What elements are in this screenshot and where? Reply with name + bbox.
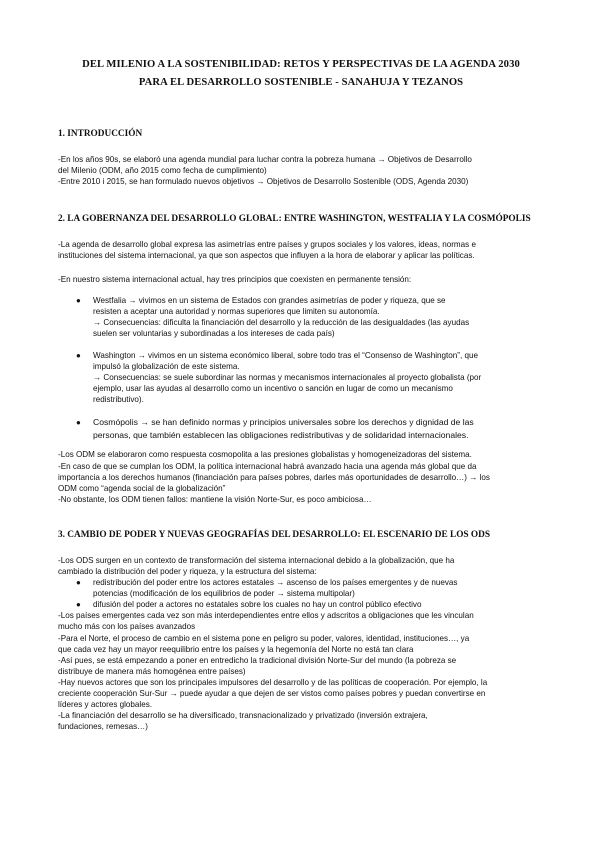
bullet-icon: ●: [76, 600, 81, 610]
list-item-text: suelen ser voluntarias y subordinadas a los intereses de cada país): [93, 328, 335, 338]
list-item-text: Washington → vivimos en un sistema económico liberal, sobre todo tras el “Consenso de Washington”, que: [93, 350, 478, 360]
section-heading: 1. INTRODUCCIÓN: [58, 129, 143, 139]
title-line-1: DEL MILENIO A LA SOSTENIBILIDAD: RETOS Y PERSPECTIVAS DE LA AGENDA 2030: [82, 59, 520, 70]
bullet-icon: ●: [76, 295, 81, 305]
bullet-icon: ●: [76, 418, 81, 428]
paragraph-line: -Los ODS surgen en un contexto de transformación del sistema internacional debido a la globalización, que ha: [58, 555, 455, 565]
paragraph-line: -En nuestro sistema internacional actual, hay tres principios que coexisten en permanente tensión:: [58, 275, 412, 285]
list-item-text: Cosmópolis → se han definido normas y principios universales sobre los derechos y dignidad de las: [93, 417, 474, 428]
list-item-text: potencias (modificación de los equilibrios de poder → sistema multipolar): [93, 589, 355, 599]
list-item-text: → Consecuencias: dificulta la financiación del desarrollo y la reducción de las desigualdades (las ayudas: [93, 317, 470, 327]
paragraph-line: -Los ODM se elaboraron como respuesta cosmopolita a las presiones globalistas y homogeneizadoras del sistema.: [58, 450, 472, 460]
list-item: [76, 295, 544, 339]
list-item: [76, 416, 544, 442]
list-item-text: → Consecuencias: se suele subordinar las normas y mecanismos internacionales al proyecto globalista (por: [93, 373, 482, 383]
document-title: [58, 56, 544, 92]
list-item: [76, 577, 544, 599]
paragraph-line: líderes y actores globales.: [58, 700, 153, 710]
paragraph-line: -No obstante, los ODM tienen fallos: mantiene la visión Norte-Sur, es poco ambiciosa…: [58, 494, 372, 504]
list-item: [76, 599, 544, 610]
paragraph-line: -Así pues, se está empezando a poner en entredicho la tradicional división Norte-Sur del mundo (la pobreza se: [58, 655, 457, 665]
paragraph-line: importancia a los derechos humanos (financiación para países pobres, darles más oportunidades de desarrollo…) → los: [58, 472, 490, 482]
paragraph-line: instituciones del sistema internacional, ya que son aspectos que influyen a la hora de elaborar y aplicar las políticas.: [58, 251, 475, 261]
section-gobernanza: [58, 213, 544, 505]
paragraph-line: del Milenio (ODM, año 2015 como fecha de cumplimiento): [58, 166, 267, 176]
list-item-text: redistributivo).: [93, 395, 144, 405]
paragraph-line: distribuye de manera más homogénea entre países): [58, 666, 246, 676]
bullet-icon: ●: [76, 350, 81, 360]
paragraph-line: -Los países emergentes cada vez son más interdependientes entre ellos y adscritos a obligaciones que les vinculan: [58, 611, 474, 621]
paragraph-line: -Para el Norte, el proceso de cambio en el sistema pone en peligro su poder, valores, identidad, instituciones…, ya: [58, 633, 470, 643]
paragraph-line: -Hay nuevos actores que son los principales impulsores del desarrollo y de las políticas de cooperación. Por ejemplo, la: [58, 677, 488, 687]
paragraph-line: -Entre 2010 i 2015, se han formulado nuevos objetivos → Objetivos de Desarrollo Sostenible (ODS, Agenda 2030): [58, 177, 469, 187]
list-item-text: ejemplo, usar las ayudas al desarrollo como un incentivo o sanción en lugar de como un mecanismo: [93, 384, 453, 394]
paragraph-line: -La financiación del desarrollo se ha diversificado, transnacionalizado y privatizado (inversión extrajera,: [58, 711, 428, 721]
list-item-text: impulsó la globalización de este sistema.: [93, 362, 240, 372]
paragraph-line: -La agenda de desarrollo global expresa las asimetrías entre países y grupos sociales y los valores, ideas, normas e: [58, 240, 476, 250]
bullet-icon: ●: [76, 578, 81, 588]
list-item-text: Westfalia → vivimos en un sistema de Estados con grandes asimetrías de poder y riqueza, que se: [93, 295, 446, 305]
paragraph-line: ODM como “agenda social de la globalización”: [58, 483, 226, 493]
section-heading: 3. CAMBIO DE PODER Y NUEVAS GEOGRAFÍAS DEL DESARROLLO: EL ESCENARIO DE LOS ODS: [58, 529, 491, 540]
list-item: [76, 350, 544, 405]
section-introduccion: [58, 128, 544, 187]
list-item-text: redistribución del poder entre los actores estatales → ascenso de los países emergentes y de nuevas: [93, 578, 458, 588]
paragraph-line: que cada vez hay un mayor reequilibrio entre los países y la hegemonía del Norte no está tan clara: [58, 644, 414, 654]
paragraph-line: -En los años 90s, se elaboró una agenda mundial para luchar contra la pobreza humana → Objetivos de Desarrollo: [58, 155, 472, 164]
power-list: [58, 577, 544, 610]
section-heading: 2. LA GOBERNANZA DEL DESARROLLO GLOBAL: ENTRE WASHINGTON, WESTFALIA Y LA COSMÓPOLIS: [58, 214, 531, 225]
paragraph-line: cambiado la distribución del poder y riqueza, y la estructura del sistema:: [58, 566, 317, 576]
paragraph-line: mucho más con los países avanzados: [58, 622, 196, 632]
paragraph-line: fundaciones, remesas…): [58, 722, 148, 732]
paragraph-line: -En caso de que se cumplan los ODM, la política internacional habrá avanzado hacia una agenda más global que da: [58, 461, 477, 471]
list-item-text: resisten a aceptar una autoridad y normas superiores que limiten su autonomía.: [93, 306, 380, 316]
title-line-2: PARA EL DESARROLLO SOSTENIBLE - SANAHUJA Y TEZANOS: [138, 77, 464, 88]
list-item-text: personas, que también establecen las obligaciones redistributivas y de solidaridad internacionales.: [93, 430, 469, 441]
list-item-text: difusión del poder a actores no estatales sobre los cuales no hay un control público efectivo: [93, 600, 422, 610]
section-cambio-de-poder: [58, 529, 544, 733]
principles-list: [58, 295, 544, 443]
paragraph-line: creciente cooperación Sur-Sur → puede ayudar a que dejen de ser vistos como países pobres y puedan convertirse en: [58, 689, 486, 698]
